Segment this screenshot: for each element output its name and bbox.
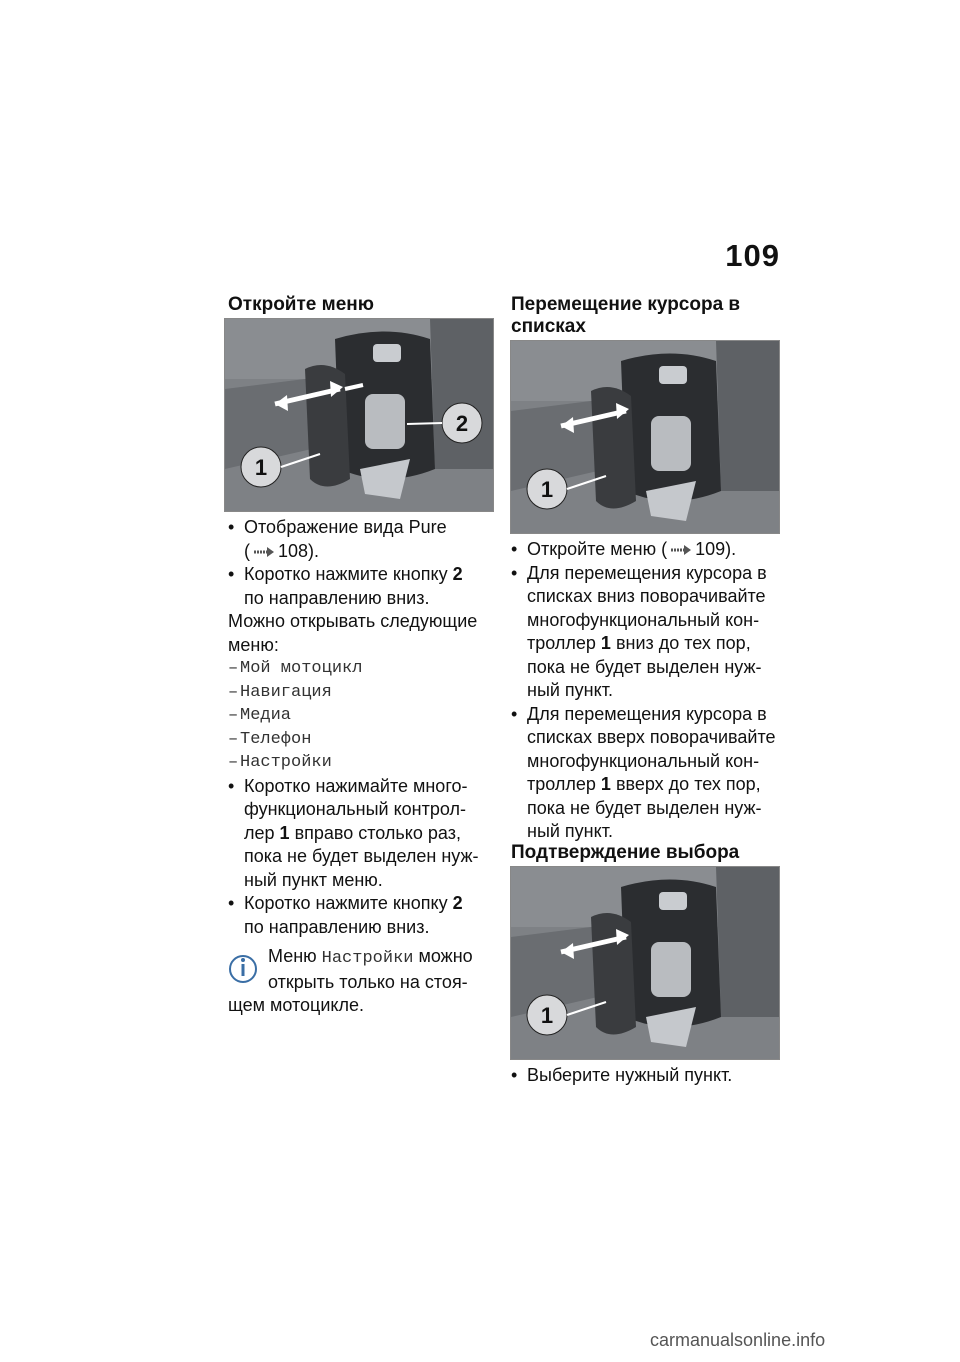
arrow-right-icon	[670, 544, 692, 556]
list-item: • Для перемещения курсора в списках вниз поворачивайте многофункциональный кон- троллер 1 вниз до тех пор, пока не будет выделен нуж- ный пункт.	[511, 562, 786, 703]
list-item: • Коротко нажимайте много- функциональный контрол- лер 1 вправо столько раз, пока не будет выделен нуж- ный пункт меню.	[228, 775, 498, 893]
menu-item-phone: – Телефон	[228, 728, 498, 752]
list-item: • Выберите нужный пункт.	[511, 1064, 786, 1088]
right-text-block-2	[511, 1064, 786, 1088]
menu-item-navigation: – Навигация	[228, 681, 498, 705]
figure-handlebar-controls-3	[510, 866, 780, 1060]
list-item: • Коротко нажмите кнопку 2 по направлению вниз.	[228, 892, 498, 939]
figure-callout-1: 1	[254, 455, 268, 480]
heading-open-menu: Откройте меню	[228, 294, 374, 315]
list-item: • Коротко нажмите кнопку 2 по направлению вниз.	[228, 563, 498, 610]
list-item: • Откройте меню ( 109).	[511, 538, 786, 562]
arrow-right-icon	[253, 546, 275, 558]
menu-item-media: – Медиа	[228, 704, 498, 728]
figure-callout-1: 1	[540, 477, 554, 502]
info-icon	[228, 947, 258, 987]
info-note: Меню Настройки можно открыть только на стоя- щем мотоцикле.	[228, 946, 473, 1015]
heading-cursor-navigation: Перемещение курсора в списках	[511, 294, 741, 337]
figure-callout-1: 1	[540, 1003, 554, 1028]
figure-callout-2: 2	[455, 411, 469, 436]
left-text-block	[228, 516, 498, 1018]
page-number: 109	[725, 238, 780, 273]
heading-confirm-selection: Подтверждение выбора	[511, 842, 740, 863]
list-item: • Отображение вида Pure ( 108).	[228, 516, 498, 563]
paragraph: Можно открывать следующие меню:	[228, 611, 478, 655]
figure-handlebar-controls-2	[510, 340, 780, 534]
figure-handlebar-controls-1	[224, 318, 494, 512]
list-item: • Для перемещения курсора в списках вверх поворачивайте многофункциональный кон- троллер 1 вверх до тех пор, пока не будет выделен нуж- ный пункт.	[511, 703, 786, 844]
right-text-block	[511, 538, 786, 844]
menu-item-my-motorcycle: – Мой мотоцикл	[228, 657, 498, 681]
menu-item-settings: – Настройки	[228, 751, 498, 775]
watermark: carmanualsonline.info	[650, 1330, 826, 1350]
